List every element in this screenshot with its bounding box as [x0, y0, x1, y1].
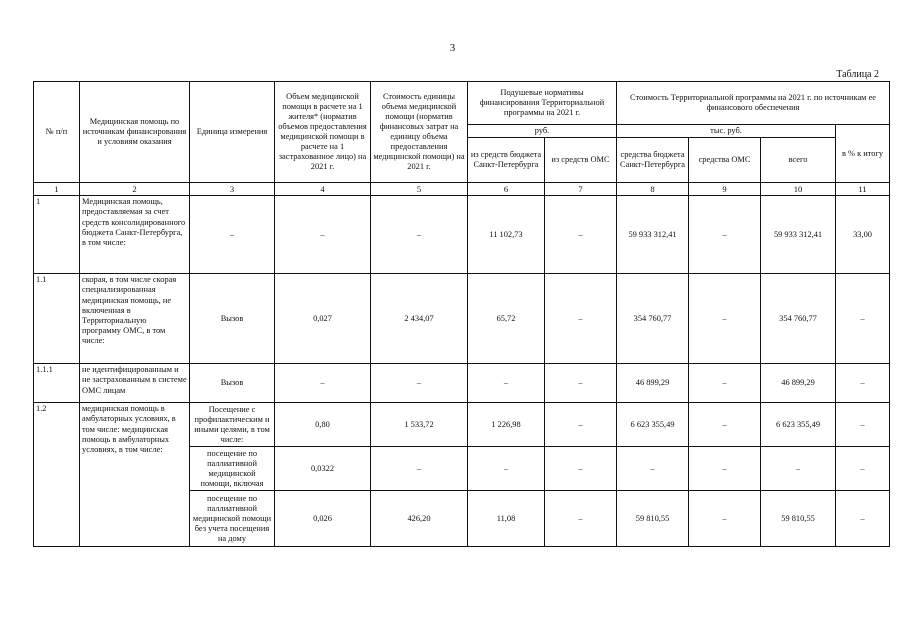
header-col8: средства бюджета Санкт-Петербурга — [617, 138, 689, 183]
row-col10: 6 623 355,49 — [761, 403, 836, 447]
row-number: 1.1.1 — [34, 364, 80, 403]
column-number: 3 — [190, 183, 275, 196]
header-col4: Объем медицинской помощи в расчете на 1 жителя* (норматив объемов предоставления медицинской помощи в расчете на 1 застрахованное лицо) на 2021 г. — [275, 82, 371, 183]
row-volume: 0,0322 — [275, 447, 371, 491]
row-cost: – — [371, 447, 468, 491]
table-row — [34, 196, 890, 274]
header-col3: Единица измерения — [190, 82, 275, 183]
row-col8: 6 623 355,49 — [617, 403, 689, 447]
row-col6: – — [468, 447, 545, 491]
row-col11: – — [836, 491, 890, 547]
column-number: 8 — [617, 183, 689, 196]
header-col2: Медицинская помощь по источникам финансирования и условиям оказания — [80, 82, 190, 183]
row-name: медицинская помощь в амбулаторных условиях, в том числе: медицинская помощь в амбулаторных условиях, в том числе: — [80, 403, 190, 547]
row-number: 1 — [34, 196, 80, 274]
row-name: Медицинская помощь, предоставляемая за счет средств консолидированного бюджета Санкт-Петербурга, в том числе: — [80, 196, 190, 274]
row-col10: 46 899,29 — [761, 364, 836, 403]
row-unit: Вызов — [190, 274, 275, 364]
header-col10: всего — [761, 138, 836, 183]
row-col8: – — [617, 447, 689, 491]
table-row — [34, 403, 890, 447]
header-unit-810: тыс. руб. — [617, 125, 836, 138]
row-volume: – — [275, 364, 371, 403]
table-label: Таблица 2 — [836, 69, 879, 80]
row-col7: – — [545, 447, 617, 491]
row-col7: – — [545, 403, 617, 447]
column-number: 11 — [836, 183, 890, 196]
row-col6: 11 102,73 — [468, 196, 545, 274]
row-col11: – — [836, 274, 890, 364]
row-col7: – — [545, 364, 617, 403]
row-col6: 65,72 — [468, 274, 545, 364]
row-col6: – — [468, 364, 545, 403]
column-number: 10 — [761, 183, 836, 196]
header-group-67: Подушевые нормативы финансирования Территориальной программы на 2021 г. — [468, 82, 617, 125]
row-cost: – — [371, 364, 468, 403]
row-col9: – — [689, 491, 761, 547]
row-col7: – — [545, 196, 617, 274]
row-name: скорая, в том числе скорая специализированная медицинская помощь, не включенная в Территориальную программу ОМС, в том числе: — [80, 274, 190, 364]
row-cost: 426,20 — [371, 491, 468, 547]
column-number: 9 — [689, 183, 761, 196]
row-col8: 354 760,77 — [617, 274, 689, 364]
row-volume: 0,80 — [275, 403, 371, 447]
header-col5: Стоимость единицы объема медицинской помощи (норматив финансовых затрат на единицу объема предоставления медицинской помощи) на 2021 г. — [371, 82, 468, 183]
row-col7: – — [545, 491, 617, 547]
row-col11: – — [836, 447, 890, 491]
row-col6: 1 226,98 — [468, 403, 545, 447]
column-number: 6 — [468, 183, 545, 196]
row-col6: 11,08 — [468, 491, 545, 547]
row-col9: – — [689, 196, 761, 274]
header-col9: средства ОМС — [689, 138, 761, 183]
row-col9: – — [689, 364, 761, 403]
row-col8: 46 899,29 — [617, 364, 689, 403]
row-cost: 2 434,07 — [371, 274, 468, 364]
table-row — [34, 274, 890, 364]
column-number: 1 — [34, 183, 80, 196]
column-number: 4 — [275, 183, 371, 196]
row-col10: 59 810,55 — [761, 491, 836, 547]
row-col11: – — [836, 364, 890, 403]
page-number: 3 — [449, 42, 456, 54]
header-col1: № п/п — [34, 82, 80, 183]
row-col7: – — [545, 274, 617, 364]
row-number: 1.1 — [34, 274, 80, 364]
row-unit: – — [190, 196, 275, 274]
header-group-811: Стоимость Территориальной программы на 2021 г. по источникам ее финансового обеспечения — [617, 82, 890, 125]
row-col9: – — [689, 403, 761, 447]
row-volume: – — [275, 196, 371, 274]
row-volume: 0,026 — [275, 491, 371, 547]
header-col6: из средств бюджета Санкт-Петербурга — [468, 138, 545, 183]
row-name: не идентифицированным и не застрахованным в системе ОМС лицам — [80, 364, 190, 403]
row-unit: посещение по паллиативной медицинской помощи без учета посещения на дому — [190, 491, 275, 547]
row-col10: 354 760,77 — [761, 274, 836, 364]
column-number: 5 — [371, 183, 468, 196]
row-col10: – — [761, 447, 836, 491]
row-unit: Посещение с профилактическим и иными целями, в том числе: — [190, 403, 275, 447]
row-number: 1.2 — [34, 403, 80, 547]
row-cost: – — [371, 196, 468, 274]
row-cost: 1 533,72 — [371, 403, 468, 447]
row-col10: 59 933 312,41 — [761, 196, 836, 274]
row-col8: 59 810,55 — [617, 491, 689, 547]
row-col11: – — [836, 403, 890, 447]
row-unit: Вызов — [190, 364, 275, 403]
column-numbers-row — [34, 183, 890, 196]
row-unit: посещение по паллиативной медицинской помощи, включая — [190, 447, 275, 491]
header-unit-67: руб. — [468, 125, 617, 138]
row-col9: – — [689, 274, 761, 364]
header-col7: из средств ОМС — [545, 138, 617, 183]
row-col9: – — [689, 447, 761, 491]
data-table — [33, 81, 890, 547]
column-number: 2 — [80, 183, 190, 196]
column-number: 7 — [545, 183, 617, 196]
row-col11: 33,00 — [836, 196, 890, 274]
row-col8: 59 933 312,41 — [617, 196, 689, 274]
header-col11: в % к итогу — [836, 125, 890, 183]
row-volume: 0,027 — [275, 274, 371, 364]
table-row — [34, 364, 890, 403]
